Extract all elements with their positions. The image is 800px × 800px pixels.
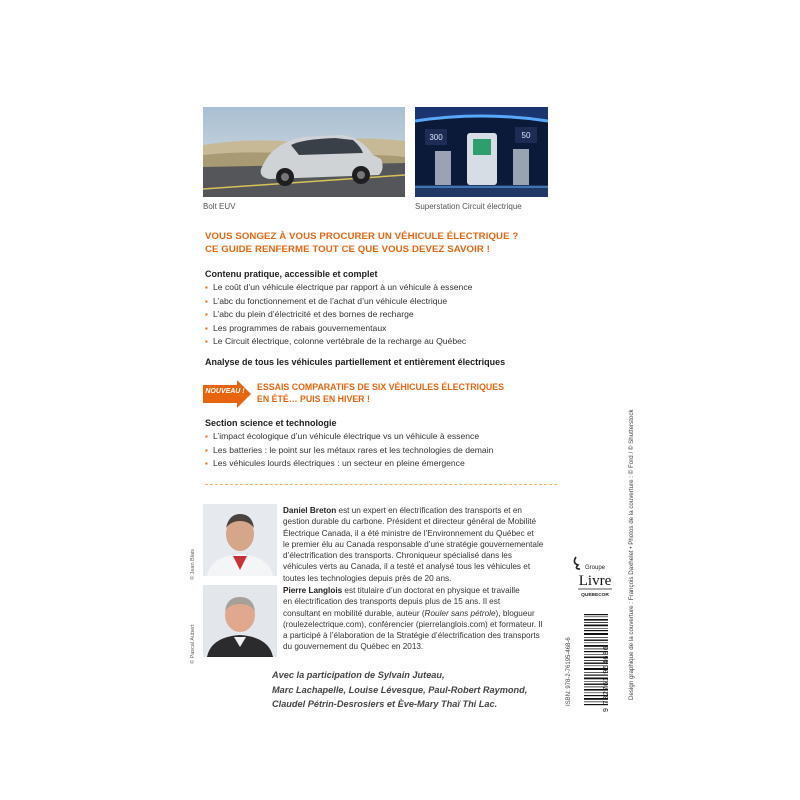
station-caption: Superstation Circuit électrique xyxy=(415,202,522,211)
publisher-name: Livre xyxy=(578,573,612,589)
science-list xyxy=(205,430,493,471)
design-credit: Design graphique de la couverture : François Daxhelet • Photos de la couverture : © Ford / © Shutterstock xyxy=(628,409,635,700)
langlois-bio-line: en électrification des transports depuis plus de 15 ans. Il est xyxy=(283,597,501,607)
publisher-logo xyxy=(568,555,622,603)
publisher-bottom: QUEBECOR xyxy=(581,593,609,598)
participation-line: Marc Lachapelle, Louise Lévesque, Paul-Robert Raymond, xyxy=(272,684,528,695)
book-title: Rouler sans pétrole xyxy=(424,608,496,618)
science-title: Section science et technologie xyxy=(205,418,337,428)
breton-bio-line: le premier élu au Canada responsable d’une stratégie gouvernementale xyxy=(283,539,544,549)
portrait-illustration xyxy=(203,585,277,657)
pierre-langlois-photo xyxy=(203,585,277,657)
list-item: ▪ Les véhicules lourds électriques : un secteur en pleine émergence xyxy=(205,457,493,471)
langlois-name: Pierre Langlois xyxy=(283,586,343,595)
participation-credits xyxy=(272,668,527,712)
station-sign-right: 50 xyxy=(521,131,531,140)
superstation-photo xyxy=(415,107,548,197)
list-item: ▪ Le Circuit électrique, colonne vertébrale de la recharge au Québec xyxy=(205,335,472,349)
isbn-text: ISBN: 978-2-76195-468-6 xyxy=(566,637,572,706)
nouveau-line-2: EN ÉTÉ… PUIS EN HIVER ! xyxy=(257,393,370,404)
section-divider xyxy=(205,484,557,485)
barcode-digits: 9 782761 954686 xyxy=(603,645,610,712)
nouveau-headline xyxy=(257,382,504,405)
breton-bio-line: toutes les technologies depuis près de 20 ans. xyxy=(283,573,452,583)
car-caption: Bolt EUV xyxy=(203,202,236,211)
publisher-logo-mark xyxy=(568,555,622,603)
station-sign-left: 300 xyxy=(429,133,443,142)
breton-name: Daniel Breton xyxy=(283,506,337,515)
list-item: ▪ L’abc du fonctionnement et de l’achat d’un véhicule électrique xyxy=(205,295,472,309)
list-item: ▪ L’abc du plein d’électricité et des bornes de recharge xyxy=(205,308,472,322)
breton-bio-line: Électrique Canada, il a été ministre de l’Environnement du Québec et xyxy=(283,528,534,538)
langlois-bio xyxy=(283,585,557,653)
portrait-illustration xyxy=(203,504,277,576)
list-item: ▪ Les batteries : le point sur les métaux rares et les technologies de demain xyxy=(205,444,493,458)
car-illustration xyxy=(203,107,405,197)
participation-line: Avec la participation de Sylvain Juteau, xyxy=(272,670,445,680)
list-item: ▪ L’impact écologique d’un véhicule électrique vs un véhicule à essence xyxy=(205,430,493,444)
list-item: ▪ Le coût d’un véhicule électrique par rapport à un véhicule à essence xyxy=(205,281,472,295)
analyse-title: Analyse de tous les véhicules partiellement et entièrement électriques xyxy=(205,357,506,367)
headline-line-2: CE GUIDE RENFERME TOUT CE QUE VOUS DEVEZ SAVOIR ! xyxy=(205,243,490,255)
langlois-bio-line: (roulezelectrique.com), conférencier (pierrelanglois.com) et formateur. Il xyxy=(283,619,543,629)
nouveau-badge: NOUVEAU ! xyxy=(205,388,245,395)
daniel-breton-photo xyxy=(203,504,277,576)
breton-bio xyxy=(283,505,557,584)
bolt-euv-photo xyxy=(203,107,405,197)
charging-station-illustration xyxy=(415,107,548,197)
langlois-bio-line: consultant en mobilité durable, auteur ( xyxy=(283,608,425,618)
langlois-bio-line: ), blogueur xyxy=(495,608,535,618)
nouveau-line-1: ESSAIS COMPARATIFS DE SIX VÉHICULES ÉLECTRIQUES xyxy=(257,382,504,392)
list-item: ▪ Les programmes de rabais gouvernementaux xyxy=(205,322,472,336)
contenu-list xyxy=(205,281,472,349)
headline-line-1: VOUS SONGEZ À VOUS PROCURER UN VÉHICULE ÉLECTRIQUE ? xyxy=(205,231,519,242)
publisher-top: Groupe xyxy=(584,565,606,571)
langlois-bio-line: est titulaire d’un doctorat en physique et travaille xyxy=(342,586,520,595)
breton-bio-line: véhicules verts au Canada, il a testé et analysé tous les véhicules et xyxy=(283,562,531,572)
langlois-bio-line: du gouvernement du Québec en 2013. xyxy=(283,642,424,652)
langlois-bio-line: a participé à l’élaboration de la Stratégie d’électrification des transports xyxy=(283,631,540,641)
contenu-title: Contenu pratique, accessible et complet xyxy=(205,269,378,279)
breton-bio-line: gestion durable du carbone. Président et directeur général de Mobilité xyxy=(283,517,537,527)
breton-bio-line: d’électrification des transports. Chroniqueur spécialisé dans les xyxy=(283,551,512,561)
participation-line: Claudel Pétrin-Desrosiers et Ève-Mary Thaï Thi Lac. xyxy=(272,699,498,709)
main-headline xyxy=(205,231,518,256)
breton-bio-line: est un expert en électrification des transports et en xyxy=(336,506,522,515)
langlois-photo-credit: © Pascal Aubert xyxy=(190,624,196,664)
breton-photo-credit: © Jean Blais xyxy=(190,549,196,580)
